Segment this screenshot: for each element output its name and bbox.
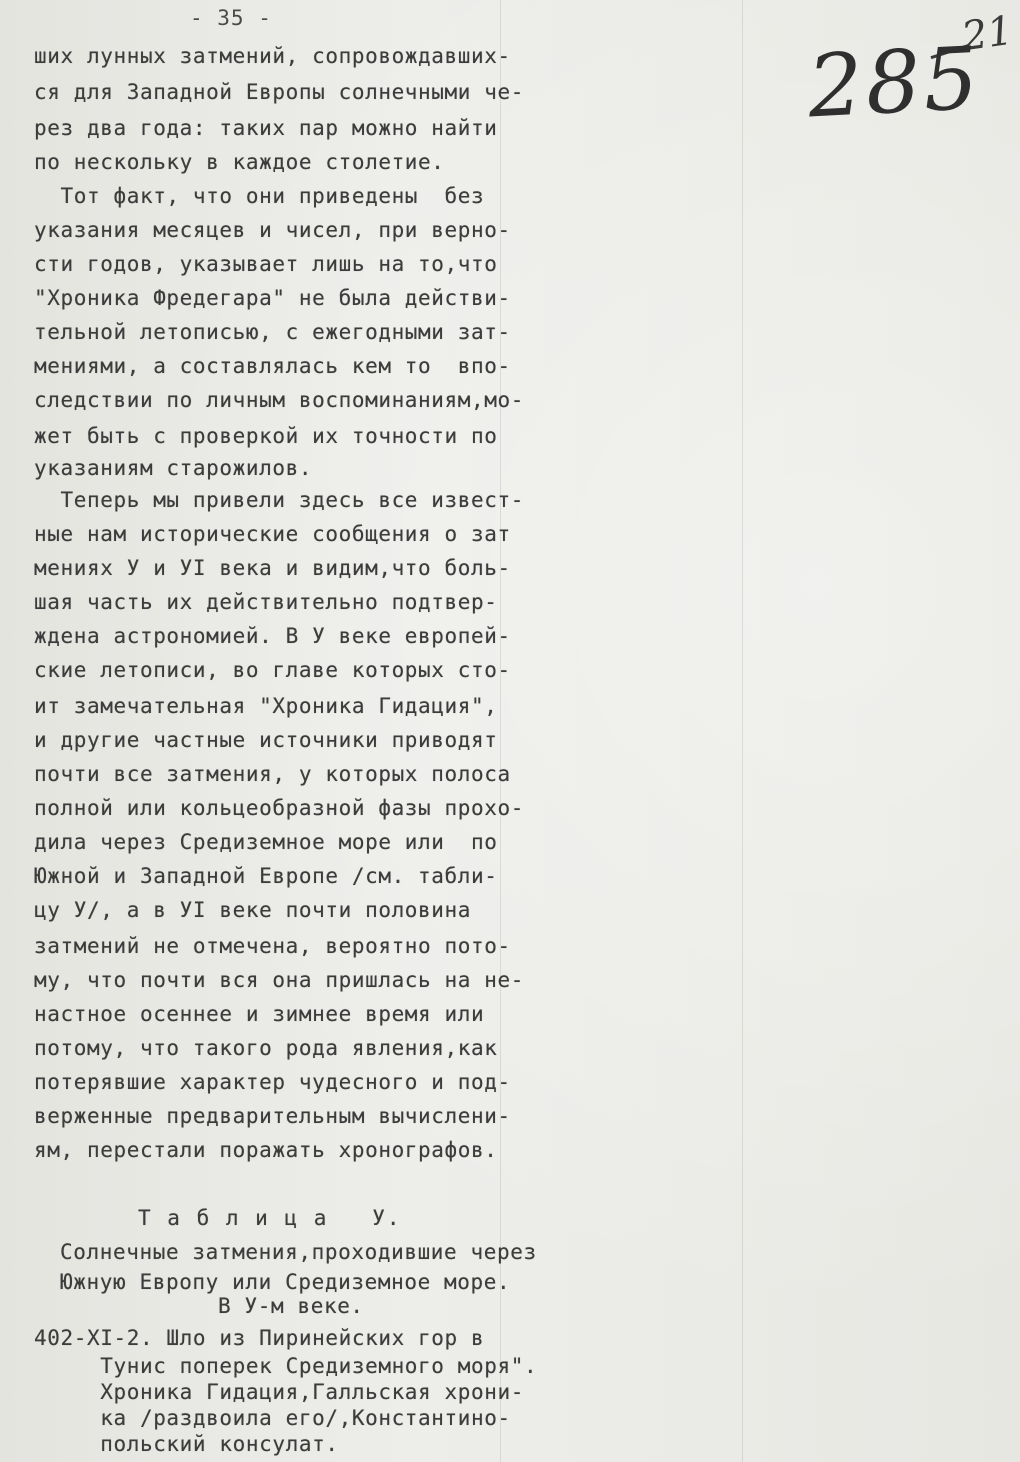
- text-line: шая часть их действительно подтвер-: [34, 590, 498, 614]
- text-line: жет быть с проверкой их точности по: [34, 424, 498, 448]
- table-title: Т а б л и ц а У.: [138, 1206, 402, 1230]
- table-entry-line: Тунис поперек Средиземного моря".: [34, 1354, 538, 1378]
- text-line: ших лунных затмений, сопровождавших-: [34, 44, 511, 68]
- text-line: му, что почти вся она пришлась на не-: [34, 968, 524, 992]
- text-line: по нескольку в каждое столетие.: [34, 150, 445, 174]
- text-line: настное осеннее и зимнее время или: [34, 1002, 485, 1026]
- text-line: ные нам исторические сообщения о зат: [34, 522, 511, 546]
- table-entry-line: польский консулат.: [34, 1432, 339, 1456]
- page-number: - 35 -: [190, 6, 272, 30]
- text-line: верженные предварительным вычислени-: [34, 1104, 511, 1128]
- text-line: мениями, а составлялась кем то впо-: [34, 354, 511, 378]
- archive-number: 285: [805, 28, 984, 138]
- text-line: ям, перестали поражать хронографов.: [34, 1138, 498, 1162]
- text-line: потому, что такого рода явления,как: [34, 1036, 498, 1060]
- text-line: рез два года: таких пар можно найти: [34, 116, 498, 140]
- text-line: мениях У и УI века и видим,что боль-: [34, 556, 511, 580]
- text-line: и другие частные источники приводят: [34, 728, 498, 752]
- text-line: Тот факт, что они приведены без: [34, 184, 485, 208]
- table-entry-line: ка /раздвоила его/,Константино-: [34, 1406, 511, 1430]
- table-entry-line: Хроника Гидация,Галльская хрони-: [34, 1380, 524, 1404]
- table-entry-line: 402-XI-2. Шло из Пиринейских гор в: [34, 1326, 485, 1350]
- text-line: затмений не отмечена, вероятно пото-: [34, 934, 511, 958]
- text-line: указаниям старожилов.: [34, 456, 313, 480]
- text-line: ит замечательная "Хроника Гидация",: [34, 694, 498, 718]
- table-caption: Южную Европу или Средиземное море.: [60, 1270, 511, 1294]
- text-line: потерявшие характер чудесного и под-: [34, 1070, 511, 1094]
- text-line: сти годов, указывает лишь на то,что: [34, 252, 498, 276]
- text-line: ся для Западной Европы солнечными че-: [34, 80, 524, 104]
- text-line: дила через Средиземное море или по: [34, 830, 498, 854]
- text-line: тельной летописью, с ежегодными зат-: [34, 320, 511, 344]
- text-line: указания месяцев и чисел, при верно-: [34, 218, 511, 242]
- text-line: "Хроника Фредегара" не была действи-: [34, 286, 511, 310]
- text-line: ские летописи, во главе которых сто-: [34, 658, 511, 682]
- text-line: полной или кольцеобразной фазы прохо-: [34, 796, 524, 820]
- text-line: почти все затмения, у которых полоса: [34, 762, 511, 786]
- text-line: следствии по личным воспоминаниям,мо-: [34, 388, 524, 412]
- table-century: В У-м веке.: [218, 1294, 364, 1318]
- paper-fold-line: [742, 0, 743, 1462]
- archive-sub-number: 21: [959, 7, 1016, 61]
- text-line: Южной и Западной Европе /см. табли-: [34, 864, 498, 888]
- text-line: цу У/, а в УI веке почти половина: [34, 898, 472, 922]
- text-line: ждена астрономией. В У веке европей-: [34, 624, 511, 648]
- text-line: Теперь мы привели здесь все извест-: [34, 488, 524, 512]
- table-caption: Солнечные затмения,проходившие через: [60, 1240, 537, 1264]
